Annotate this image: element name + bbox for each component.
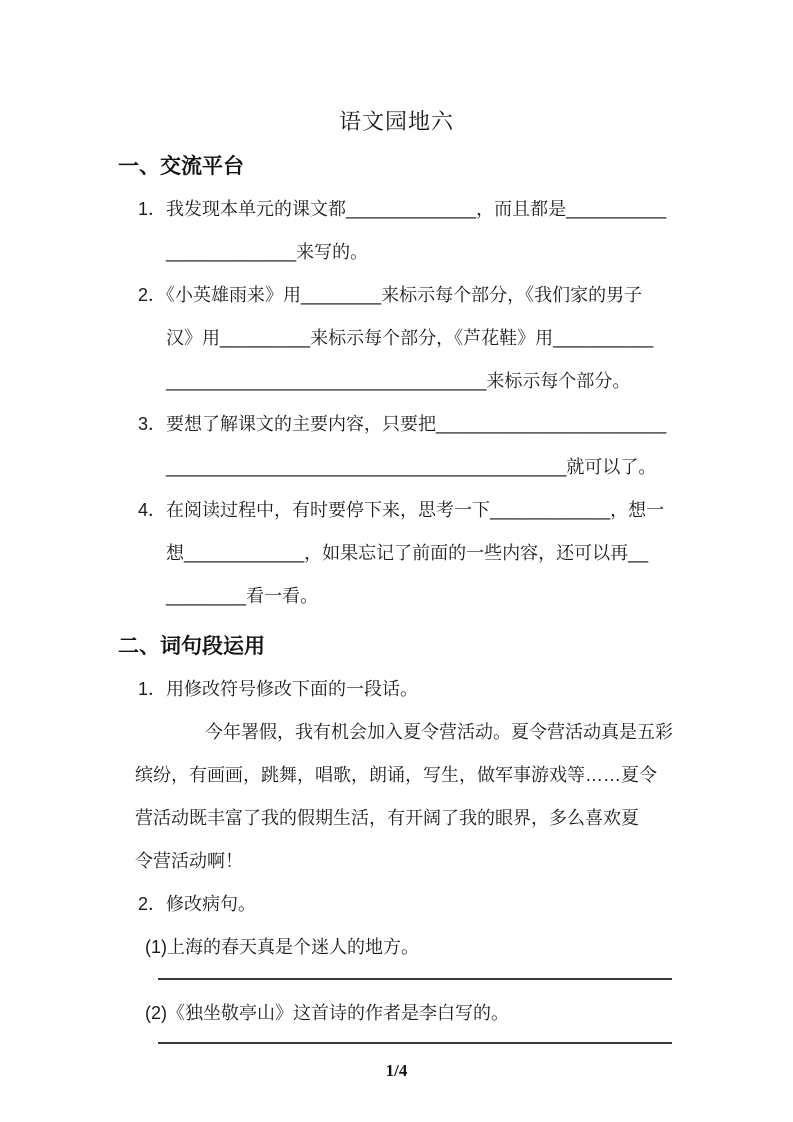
question-4-line-1: 4．在阅读过程中，有时要停下来，思考一下____________，想一 xyxy=(138,500,665,520)
question-4-line-2: 想____________，如果忘记了前面的一些内容，还可以再__ xyxy=(166,543,649,563)
answer-line-1 xyxy=(158,978,672,980)
exercise-2-prompt: 2．修改病句。 xyxy=(138,894,257,914)
exercise-2-sentence-1: (1)上海的春天真是个迷人的地方。 xyxy=(145,937,419,957)
question-4-line-3: ________看一看。 xyxy=(166,586,319,606)
exercise-1-paragraph-line-3: 营活动既丰富了我的假期生活，有开阔了我的眼界，多么喜欢夏 xyxy=(135,808,639,828)
exercise-2-sentence-2: (2)《独坐敬亭山》这首诗的作者是李白写的。 xyxy=(145,1003,509,1023)
page-number: 1/4 xyxy=(385,1061,408,1080)
question-2-line-3: ________________________________来标示每个部分。 xyxy=(166,371,631,391)
question-2-line-1: 2．《小英雄雨来》用________来标示每个部分，《我们家的男子 xyxy=(138,285,643,305)
question-3-line-1: 3．要想了解课文的主要内容，只要把_______________________ xyxy=(138,414,667,434)
question-1-line-1: 1．我发现本单元的课文都_____________，而且都是__________ xyxy=(138,199,667,219)
question-2-line-2: 汉》用_________来标示每个部分，《芦花鞋》用__________ xyxy=(166,328,654,348)
section-2-heading: 二、词句段运用 xyxy=(118,635,265,658)
question-3-line-2: ________________________________________就可以了。 xyxy=(166,457,657,477)
exercise-1-prompt: 1．用修改符号修改下面的一段话。 xyxy=(138,679,419,699)
question-1-line-2: _____________来写的。 xyxy=(166,242,369,262)
page-title: 语文园地六 xyxy=(338,109,454,134)
exercise-1-paragraph-line-2: 缤纷，有画画，跳舞，唱歌，朗诵，写生，做军事游戏等……夏令 xyxy=(135,765,657,785)
section-1-heading: 一、交流平台 xyxy=(118,155,244,178)
section-1-body xyxy=(0,188,793,618)
answer-line-2 xyxy=(158,1042,672,1044)
exercise-1-paragraph-line-4: 令营活动啊！ xyxy=(135,851,243,871)
exercise-1-paragraph-line-1: 今年署假，我有机会加入夏令营活动。夏令营活动真是五彩 xyxy=(205,722,673,742)
section-2-body xyxy=(0,668,793,1044)
